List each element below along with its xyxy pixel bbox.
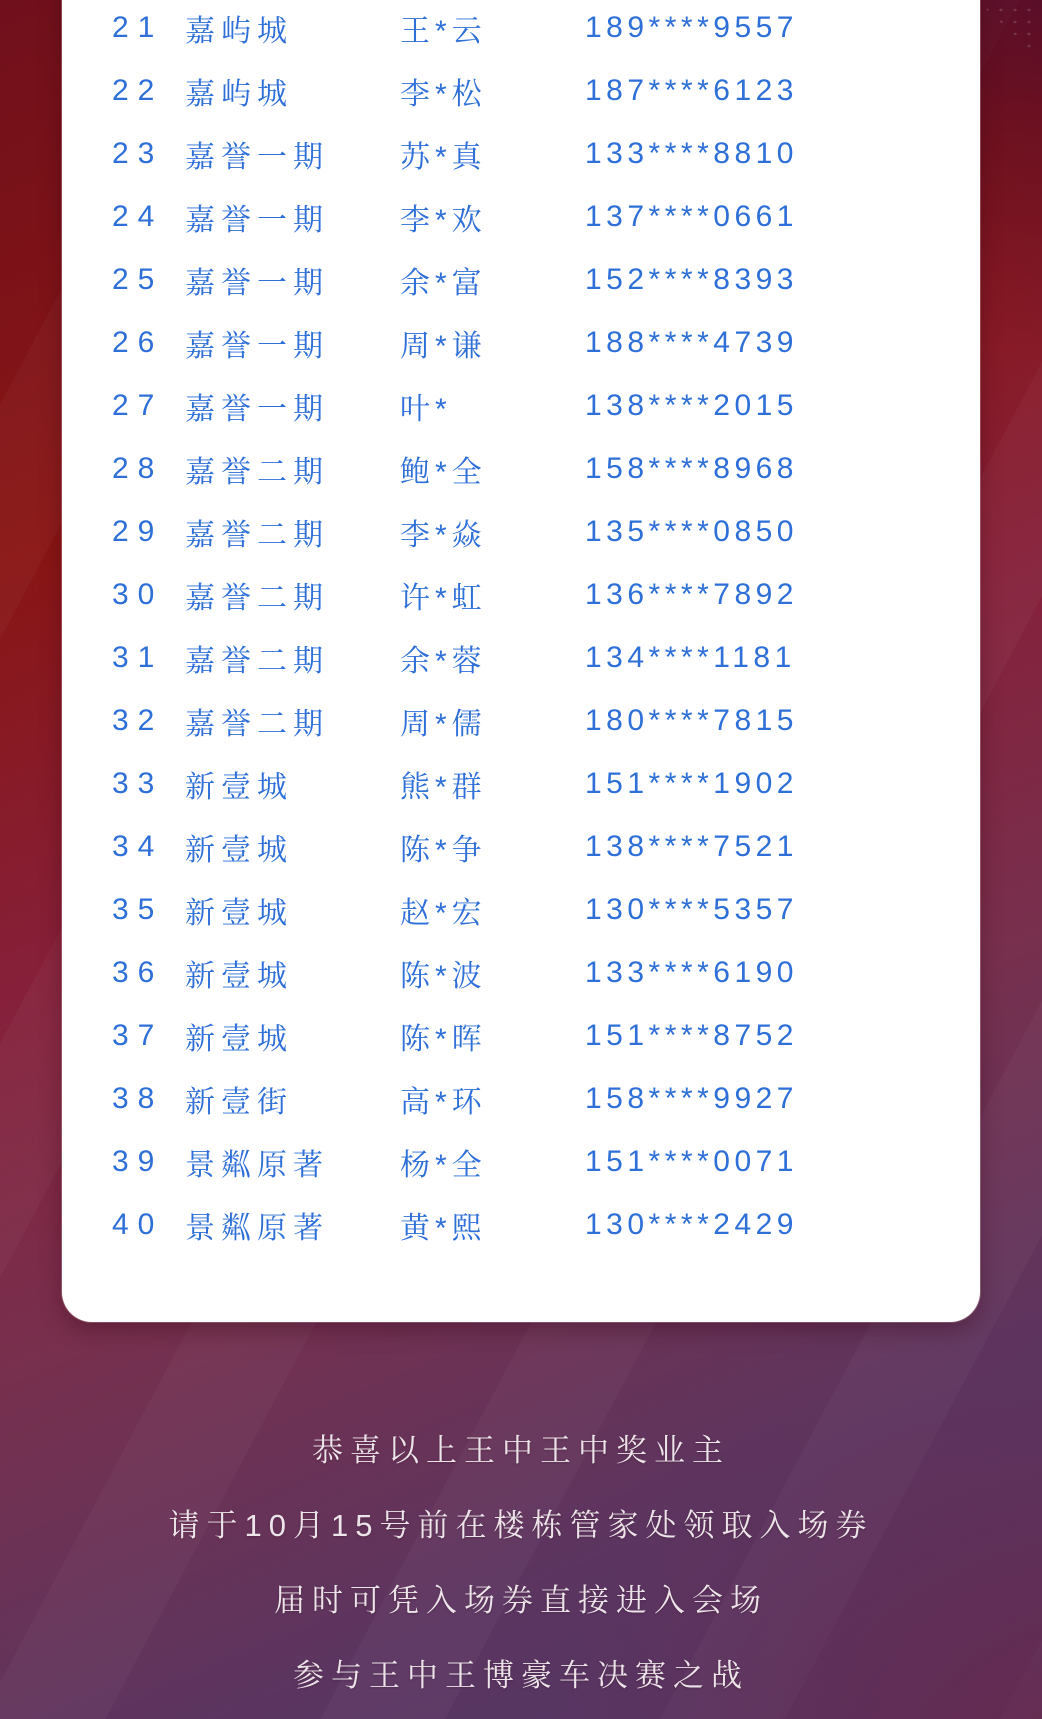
row-name: 苏*真 [400, 140, 487, 174]
row-community: 新壹城 [185, 1022, 293, 1056]
row-number: 21 [112, 10, 164, 44]
row-number: 33 [112, 766, 164, 800]
row-name: 赵*宏 [400, 896, 487, 930]
row-community: 嘉誉一期 [185, 392, 329, 426]
row-community: 新壹街 [185, 1085, 293, 1119]
row-phone: 137****0661 [585, 199, 798, 233]
row-number: 27 [112, 388, 164, 422]
row-number: 25 [112, 262, 164, 296]
row-phone: 138****2015 [585, 388, 798, 422]
table-row [62, 185, 980, 248]
row-phone: 151****8752 [585, 1018, 798, 1052]
row-name: 李*松 [400, 77, 487, 111]
row-name: 鲍*全 [400, 455, 487, 489]
row-community: 景粼原著 [185, 1211, 329, 1245]
row-name: 陈*争 [400, 833, 487, 867]
row-name: 李*欢 [400, 203, 487, 237]
row-number: 31 [112, 640, 164, 674]
table-row [62, 941, 980, 1004]
row-name: 余*富 [400, 266, 487, 300]
row-number: 29 [112, 514, 164, 548]
row-number: 22 [112, 73, 164, 107]
row-community: 嘉誉二期 [185, 518, 329, 552]
table-row [62, 815, 980, 878]
row-name: 李*焱 [400, 518, 487, 552]
row-community: 嘉誉一期 [185, 203, 329, 237]
row-community: 嘉屿城 [185, 77, 293, 111]
footer [0, 1410, 1042, 1710]
row-number: 30 [112, 577, 164, 611]
row-phone: 134****1181 [585, 640, 796, 674]
row-name: 杨*全 [400, 1148, 487, 1182]
table-row [62, 500, 980, 563]
table-row [62, 437, 980, 500]
row-phone: 130****2429 [585, 1207, 798, 1241]
table-row [62, 0, 980, 59]
row-phone: 133****6190 [585, 955, 798, 989]
row-number: 26 [112, 325, 164, 359]
row-phone: 180****7815 [585, 703, 798, 737]
footer-line-entry: 届时可凭入场券直接进入会场 [274, 1583, 768, 1618]
row-community: 新壹城 [185, 959, 293, 993]
table-row [62, 1067, 980, 1130]
table-row [62, 374, 980, 437]
row-phone: 136****7892 [585, 577, 798, 611]
row-phone: 187****6123 [585, 73, 798, 107]
row-number: 36 [112, 955, 164, 989]
row-phone: 135****0850 [585, 514, 798, 548]
table-row [62, 1130, 980, 1193]
row-name: 余*蓉 [400, 644, 487, 678]
row-phone: 138****7521 [585, 829, 798, 863]
table-row [62, 878, 980, 941]
winner-card [62, 0, 980, 1322]
table-row [62, 311, 980, 374]
row-community: 嘉誉一期 [185, 266, 329, 300]
row-community: 嘉屿城 [185, 14, 293, 48]
row-phone: 152****8393 [585, 262, 798, 296]
table-row [62, 59, 980, 122]
row-number: 40 [112, 1207, 164, 1241]
row-community: 嘉誉二期 [185, 707, 329, 741]
row-phone: 158****8968 [585, 451, 798, 485]
footer-line-pickup: 请于10月15号前在楼栋管家处领取入场券 [168, 1508, 874, 1543]
row-community: 新壹城 [185, 896, 293, 930]
row-number: 24 [112, 199, 164, 233]
row-number: 34 [112, 829, 164, 863]
row-name: 陈*晖 [400, 1022, 487, 1056]
row-number: 35 [112, 892, 164, 926]
row-community: 新壹城 [185, 833, 293, 867]
row-name: 许*虹 [400, 581, 487, 615]
row-community: 景粼原著 [185, 1148, 329, 1182]
row-community: 新壹城 [185, 770, 293, 804]
table-row [62, 563, 980, 626]
row-phone: 158****9927 [585, 1081, 798, 1115]
row-phone: 151****0071 [585, 1144, 798, 1178]
row-community: 嘉誉一期 [185, 329, 329, 363]
row-name: 王*云 [400, 14, 487, 48]
row-phone: 151****1902 [585, 766, 798, 800]
row-number: 28 [112, 451, 164, 485]
row-number: 32 [112, 703, 164, 737]
row-name: 周*儒 [400, 707, 487, 741]
row-name: 周*谦 [400, 329, 487, 363]
row-phone: 188****4739 [585, 325, 798, 359]
row-name: 黄*熙 [400, 1211, 487, 1245]
footer-line-congrats: 恭喜以上王中王中奖业主 [312, 1433, 730, 1468]
row-name: 高*环 [400, 1085, 487, 1119]
table-row [62, 689, 980, 752]
table-row [62, 752, 980, 815]
row-name: 陈*波 [400, 959, 487, 993]
row-phone: 130****5357 [585, 892, 798, 926]
row-community: 嘉誉一期 [185, 140, 329, 174]
row-name: 叶* [400, 392, 452, 426]
footer-line-final: 参与王中王博豪车决赛之战 [293, 1658, 749, 1693]
table-row [62, 122, 980, 185]
row-number: 39 [112, 1144, 164, 1178]
row-phone: 133****8810 [585, 136, 798, 170]
row-community: 嘉誉二期 [185, 581, 329, 615]
row-name: 熊*群 [400, 770, 487, 804]
table-row [62, 626, 980, 689]
row-number: 37 [112, 1018, 164, 1052]
table-row [62, 248, 980, 311]
row-community: 嘉誉二期 [185, 644, 329, 678]
row-community: 嘉誉二期 [185, 455, 329, 489]
winner-table [62, 0, 980, 1256]
row-number: 23 [112, 136, 164, 170]
dots-decoration [980, 4, 1038, 56]
row-phone: 189****9557 [585, 10, 798, 44]
row-number: 38 [112, 1081, 164, 1115]
table-row [62, 1193, 980, 1256]
table-row [62, 1004, 980, 1067]
